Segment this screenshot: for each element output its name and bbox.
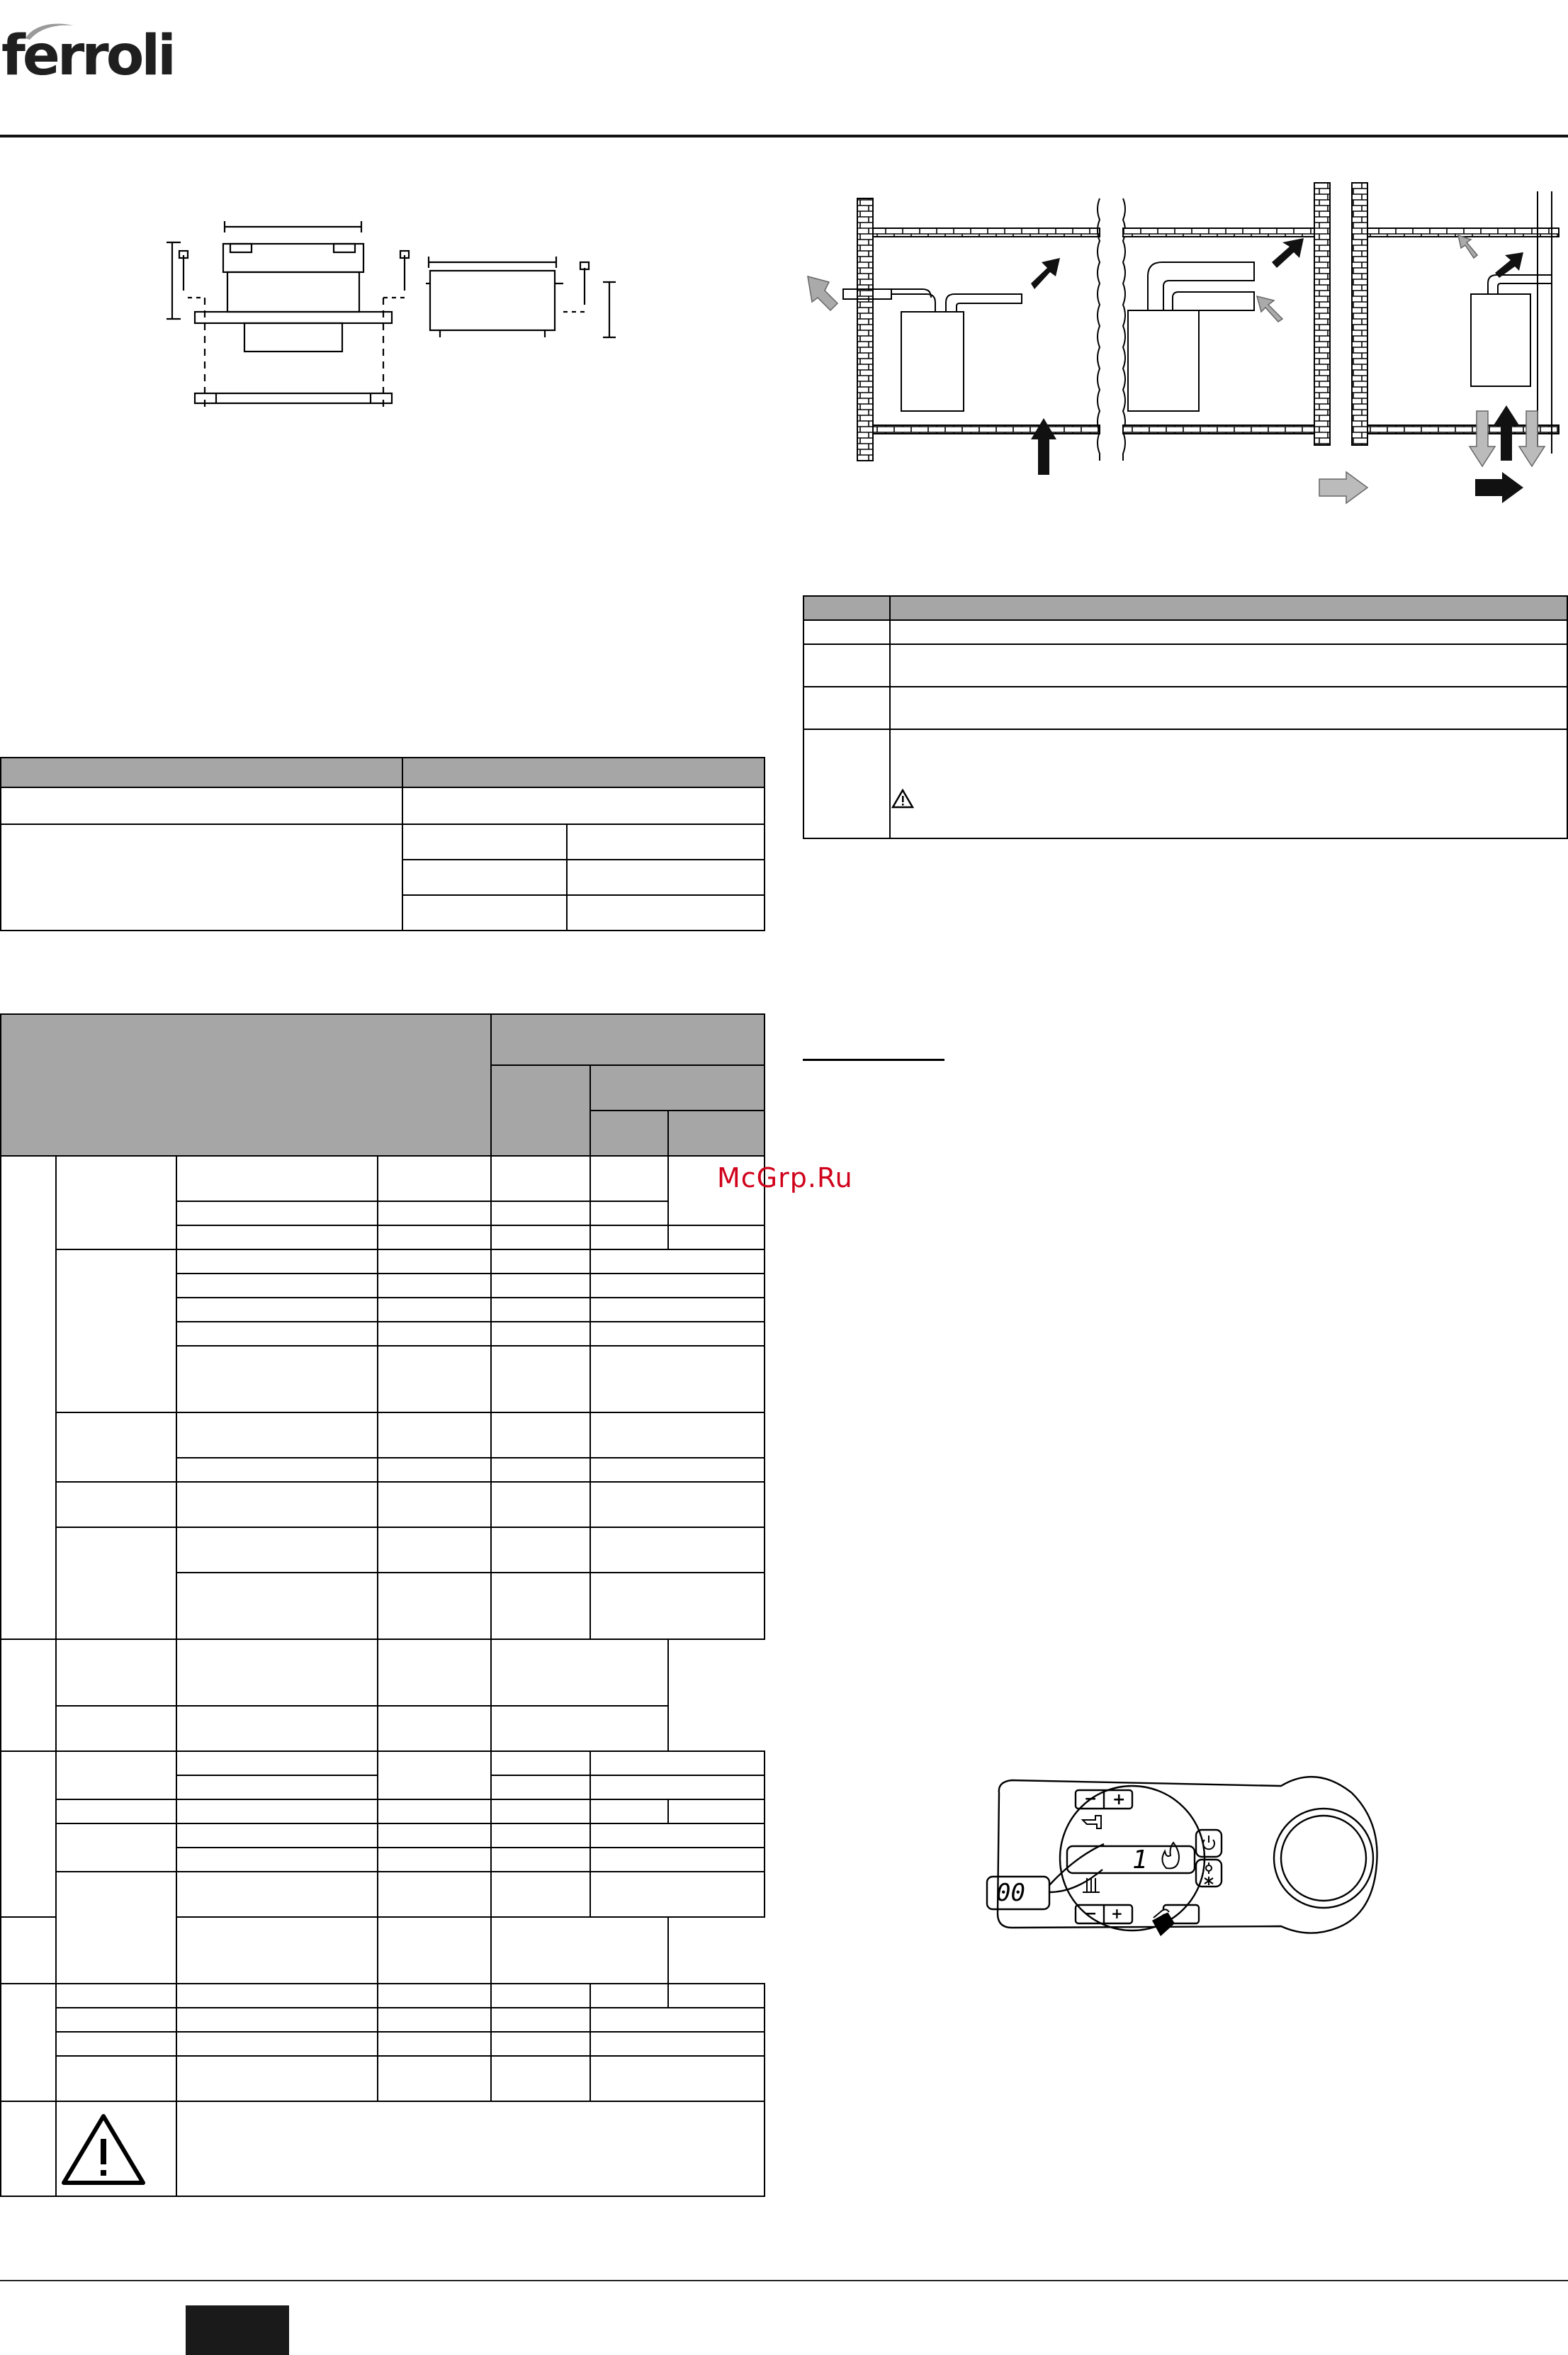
- table-cell: [56, 1706, 176, 1751]
- table-cell: [176, 1346, 378, 1412]
- table-cell: [378, 1639, 491, 1706]
- table-cell: [590, 1823, 765, 1848]
- table-cell: [176, 1298, 378, 1322]
- display-reading: 1: [1132, 1845, 1148, 1875]
- table-cell: [176, 1412, 378, 1458]
- table-cell: [378, 1225, 491, 1249]
- table-2-header-cell: [668, 1111, 765, 1156]
- hand-pointer-icon: [1152, 1909, 1175, 1936]
- table-cell: [590, 1225, 668, 1249]
- table-cell: [176, 1225, 378, 1249]
- table-cell: [590, 1482, 765, 1527]
- table-1-header-cell: [402, 758, 765, 787]
- table-cell: [176, 1482, 378, 1527]
- callout-reading: 00: [996, 1879, 1025, 1907]
- table-cell: [378, 1322, 491, 1346]
- table-cell: [378, 1201, 491, 1225]
- tap-icon: [1083, 1816, 1101, 1828]
- table-cell: [890, 729, 1567, 838]
- table-cell: [590, 1775, 765, 1799]
- table-cell: [491, 1527, 590, 1573]
- table-cell: [590, 2032, 765, 2056]
- table-cell: [491, 1346, 590, 1412]
- table-cell: [890, 644, 1567, 687]
- table-cell: [590, 1848, 765, 1872]
- table-1-cell: [402, 860, 567, 895]
- dhw-minus-button[interactable]: −: [1084, 1790, 1098, 1808]
- table-cell: [176, 1848, 378, 1872]
- table-cell: [491, 1201, 590, 1225]
- table-cell: [668, 1799, 765, 1823]
- table-cell: [176, 1527, 378, 1573]
- table-cell: [176, 1249, 378, 1274]
- table-cell: [803, 729, 890, 838]
- table-cell: [56, 1527, 176, 1639]
- table-cell: [176, 1573, 378, 1639]
- table-cell: [378, 2056, 491, 2101]
- table-cell: [56, 2032, 176, 2056]
- table-cell: [890, 620, 1567, 644]
- table-cell: [56, 1751, 176, 1799]
- table-cell: [803, 687, 890, 729]
- table-cell: [590, 1298, 765, 1322]
- table-1-cell: [567, 895, 765, 931]
- table-cell: [378, 1482, 491, 1527]
- table-cell: [378, 1799, 491, 1823]
- table-2-header-cell: [1, 1014, 491, 1156]
- table-cell: [378, 1458, 491, 1482]
- table-cell: [491, 1225, 590, 1249]
- table-cell: [378, 1848, 491, 1872]
- table-cell: [491, 1458, 590, 1482]
- table-cell: [176, 1201, 378, 1225]
- table-cell: [56, 2056, 176, 2101]
- table-cell: [1, 1639, 56, 1751]
- table-2-header-cell: [590, 1111, 668, 1156]
- table-cell: [176, 1274, 378, 1298]
- table-cell: [176, 1706, 378, 1751]
- table-cell: [590, 1249, 765, 1274]
- table-cell: [56, 1872, 176, 1984]
- table-cell: [491, 1573, 590, 1639]
- table-cell: [1, 1984, 56, 2101]
- table-cell: [590, 2056, 765, 2101]
- table-cell: [590, 1799, 668, 1823]
- installation-configurations-drawing: [801, 177, 1566, 510]
- table-3: [803, 595, 1568, 839]
- table-cell: [378, 2008, 491, 2032]
- table-cell: [176, 1823, 378, 1848]
- warning-triangle-icon: [891, 789, 914, 809]
- table-cell: [378, 1706, 491, 1751]
- table-cell: [590, 1527, 765, 1573]
- table-cell: [176, 1322, 378, 1346]
- table-cell: [803, 620, 890, 644]
- table-cell: [491, 1848, 590, 1872]
- table-cell: [176, 2056, 378, 2101]
- table-cell: [590, 1201, 668, 1225]
- table-1-cell: [402, 787, 765, 824]
- table-cell: [176, 1458, 378, 1482]
- table-cell: [890, 596, 1567, 620]
- table-1-cell: [1, 787, 402, 824]
- table-cell: [176, 2008, 378, 2032]
- table-cell: [491, 1984, 590, 2008]
- table-cell: [491, 1799, 590, 1823]
- winter-icon: [1205, 1877, 1213, 1885]
- watermark: McGrp.Ru: [717, 1162, 853, 1193]
- table-cell: [491, 2008, 590, 2032]
- table-cell: [590, 1346, 765, 1412]
- table-cell: [491, 1639, 668, 1706]
- table-2-header-cell: [491, 1014, 765, 1065]
- table-cell: [378, 1751, 491, 1799]
- table-cell: [491, 1274, 590, 1298]
- table-cell: [491, 2056, 590, 2101]
- table-cell: [378, 1527, 491, 1573]
- table-cell: [491, 1917, 668, 1984]
- control-panel-drawing: [983, 1772, 1387, 1984]
- table-cell: [491, 1775, 590, 1799]
- table-cell: [590, 2008, 765, 2032]
- table-cell: [378, 1823, 491, 1848]
- control-panel-labels: [996, 1790, 1148, 1923]
- table-1-cell: [402, 824, 567, 860]
- table-cell: [491, 1156, 590, 1201]
- table-cell: [176, 1799, 378, 1823]
- table-cell: [590, 1412, 765, 1458]
- table-cell: [491, 1706, 668, 1751]
- table-cell: [491, 1412, 590, 1458]
- table-2-header-cell: [590, 1065, 765, 1111]
- table-cell: [176, 1872, 378, 1917]
- table-cell: [176, 1156, 378, 1201]
- table-cell: [803, 644, 890, 687]
- table-cell: [176, 1639, 378, 1706]
- table-cell: [491, 2032, 590, 2056]
- table-cell: [590, 1872, 765, 1917]
- table-2: [0, 1013, 765, 2197]
- table-cell: [378, 1156, 491, 1201]
- table-cell: [590, 1458, 765, 1482]
- table-cell: [1, 1751, 56, 1917]
- table-cell: [378, 1274, 491, 1298]
- table-cell: [378, 1917, 491, 1984]
- flue-adapter-drawing: [159, 213, 634, 425]
- table-2-cell: [56, 1156, 176, 1249]
- table-1-cell: [567, 860, 765, 895]
- footer-rule: [0, 2280, 1568, 2281]
- power-icon: [1203, 1836, 1214, 1849]
- table-cell: [56, 1482, 176, 1527]
- heating-minus-button[interactable]: −: [1084, 1905, 1098, 1923]
- table-cell: [378, 1412, 491, 1458]
- table-cell: [56, 1823, 176, 1872]
- radiator-icon: [1083, 1878, 1100, 1892]
- table-cell: [56, 1639, 176, 1706]
- table-cell: [176, 1917, 378, 1984]
- table-cell: [590, 1751, 765, 1775]
- table-cell: [1, 2101, 56, 2196]
- table-cell: [668, 1984, 765, 2008]
- table-cell: [378, 2032, 491, 2056]
- table-cell: [176, 1775, 378, 1799]
- table-cell: [590, 1573, 765, 1639]
- table-cell: [590, 1274, 765, 1298]
- table-1-cell: [567, 824, 765, 860]
- table-cell: [491, 1872, 590, 1917]
- table-cell: [378, 1573, 491, 1639]
- dhw-plus-button[interactable]: +: [1112, 1791, 1126, 1809]
- table-cell: [56, 1412, 176, 1482]
- table-cell: [176, 1751, 378, 1775]
- table-cell: [1, 1917, 56, 1984]
- page-number-tab: [186, 2305, 289, 2355]
- table-2-header-cell: [491, 1065, 590, 1156]
- table-cell: [378, 1346, 491, 1412]
- table-cell: [491, 1823, 590, 1848]
- table-cell: [491, 1482, 590, 1527]
- table-1-cell: [402, 895, 567, 931]
- table-cell: [590, 1984, 668, 2008]
- table-cell: [491, 1249, 590, 1274]
- table-1-cell: [1, 824, 402, 931]
- table-cell: [56, 1249, 176, 1412]
- table-cell: [491, 1322, 590, 1346]
- table-1-header-cell: [1, 758, 402, 787]
- table-cell: [491, 1751, 590, 1775]
- table-cell: [56, 1984, 176, 2008]
- table-cell: [803, 596, 890, 620]
- table-cell: [590, 1156, 668, 1201]
- logo-swoosh-icon: [20, 20, 77, 41]
- table-cell: [491, 1298, 590, 1322]
- table-cell: [176, 2101, 765, 2196]
- table-cell: [176, 1984, 378, 2008]
- section-heading-rule: [803, 1059, 944, 1061]
- table-cell: [378, 1872, 491, 1917]
- table-cell: [590, 1322, 765, 1346]
- table-cell: [378, 1298, 491, 1322]
- summer-icon: [1206, 1862, 1212, 1874]
- table-cell: [378, 1249, 491, 1274]
- table-cell: [668, 1225, 765, 1249]
- table-1: [0, 757, 765, 931]
- ferroli-logo: ferroli: [1, 24, 174, 88]
- warning-triangle-icon: [60, 2112, 147, 2187]
- header-rule: [0, 135, 1568, 137]
- table-cell: [890, 687, 1567, 729]
- table-cell: [378, 1984, 491, 2008]
- table-cell: [56, 2008, 176, 2032]
- heating-plus-button[interactable]: +: [1111, 1905, 1123, 1922]
- table-2-cell: [1, 1156, 56, 1639]
- table-cell: [176, 2032, 378, 2056]
- table-cell: [56, 1799, 176, 1823]
